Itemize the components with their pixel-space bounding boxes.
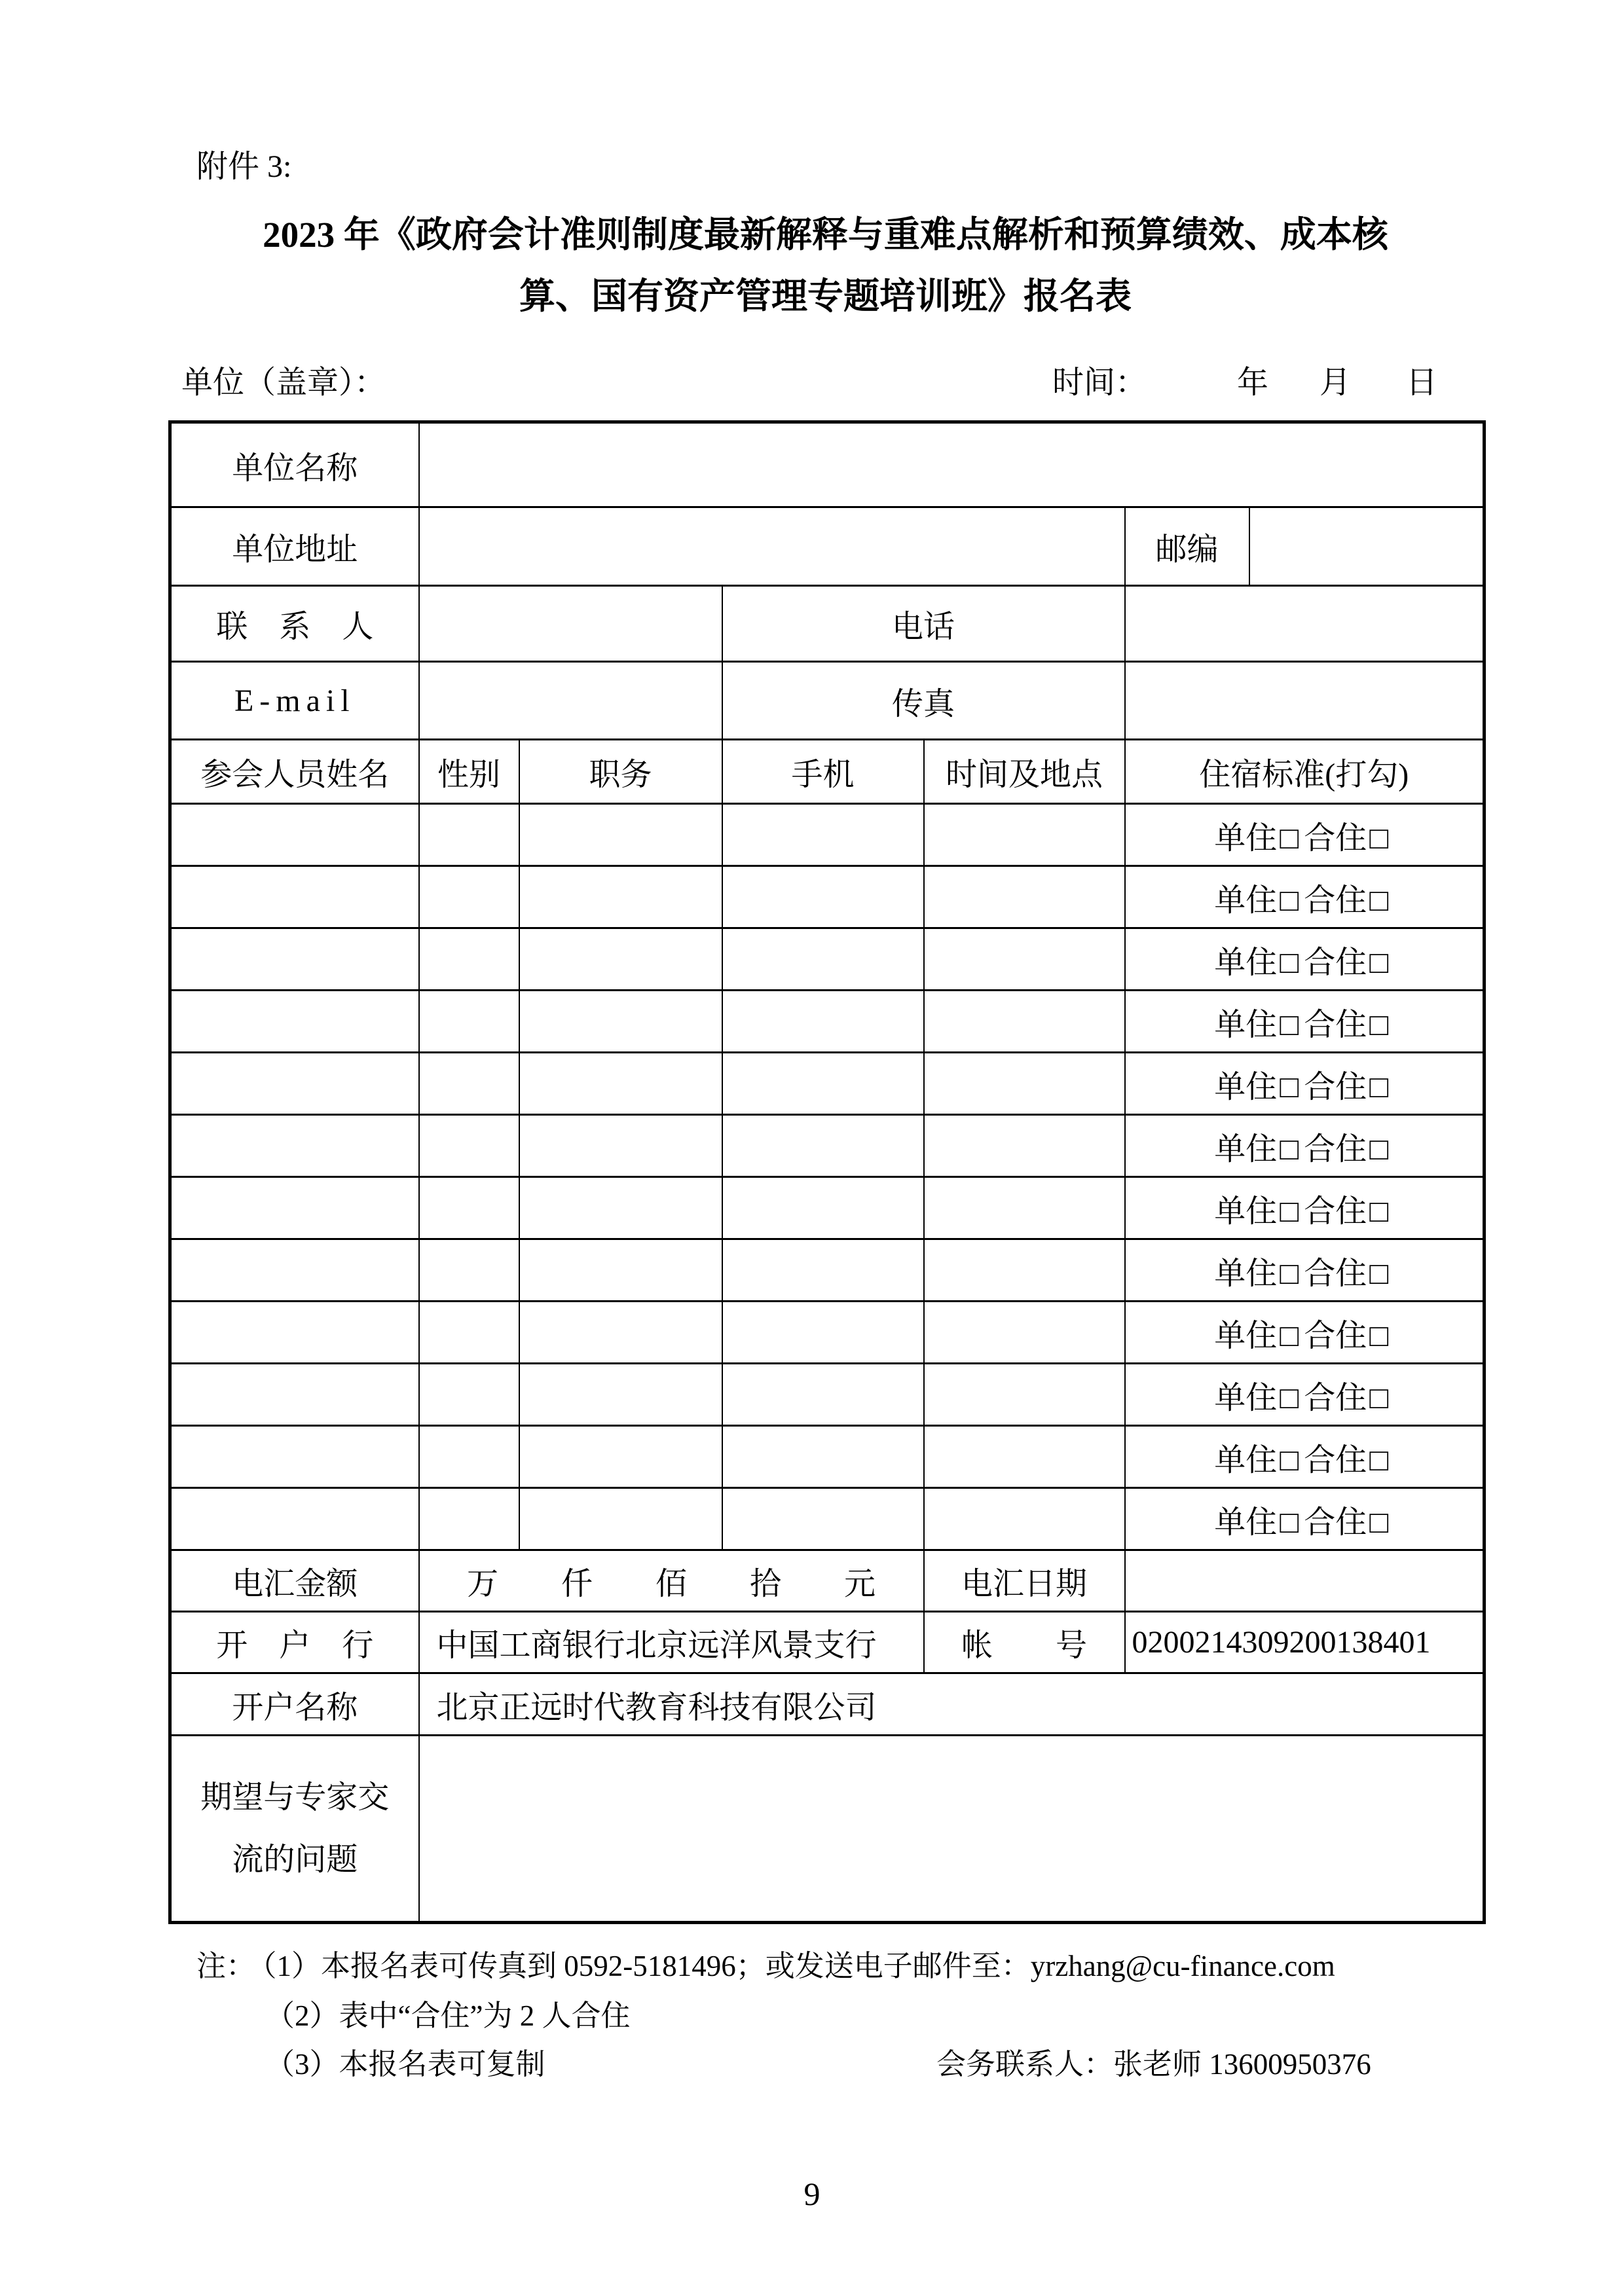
shared-room-checkbox[interactable]: □ bbox=[1369, 1318, 1389, 1353]
shared-room-checkbox[interactable]: □ bbox=[1369, 883, 1389, 918]
participant-name-input[interactable] bbox=[170, 991, 419, 1053]
shared-room-label: 合住 bbox=[1304, 1504, 1367, 1540]
participant-position-input[interactable] bbox=[519, 1488, 722, 1550]
participant-position-input[interactable] bbox=[519, 804, 722, 866]
participant-position-input[interactable] bbox=[519, 1053, 722, 1115]
shared-room-label: 合住 bbox=[1304, 1069, 1367, 1104]
page-title-line-1: 2023 年《政府会计准则制度最新解释与重难点解析和预算绩效、成本核 bbox=[263, 215, 1388, 255]
accommodation-cell bbox=[1125, 1488, 1485, 1550]
participant-mobile-input[interactable] bbox=[722, 866, 924, 928]
participant-mobile-input[interactable] bbox=[722, 1053, 924, 1115]
shared-room-label: 合住 bbox=[1304, 1318, 1367, 1353]
shared-room-checkbox[interactable]: □ bbox=[1369, 820, 1389, 856]
participant-time-place-input[interactable] bbox=[924, 1302, 1125, 1364]
shared-room-checkbox[interactable]: □ bbox=[1369, 1256, 1389, 1291]
single-room-checkbox[interactable]: □ bbox=[1280, 1131, 1299, 1167]
unit-name-row bbox=[170, 422, 1485, 507]
accommodation-cell bbox=[1125, 1053, 1485, 1115]
participant-gender-input[interactable] bbox=[419, 804, 519, 866]
unit-name-input[interactable] bbox=[419, 422, 1485, 507]
single-room-label: 单住 bbox=[1214, 820, 1278, 856]
phone-label: 电话 bbox=[722, 586, 1125, 662]
participant-row bbox=[170, 928, 1485, 991]
participant-row bbox=[170, 1177, 1485, 1239]
page-number: 9 bbox=[803, 2176, 821, 2212]
participant-time-place-header: 时间及地点 bbox=[924, 740, 1125, 804]
participant-gender-input[interactable] bbox=[419, 1302, 519, 1364]
participant-name-input[interactable] bbox=[170, 804, 419, 866]
shared-room-checkbox[interactable]: □ bbox=[1369, 1007, 1389, 1042]
accommodation-cell bbox=[1125, 928, 1485, 991]
participant-gender-input[interactable] bbox=[419, 991, 519, 1053]
participants-header-row bbox=[170, 740, 1485, 804]
shared-room-label: 合住 bbox=[1304, 1380, 1367, 1415]
participant-name-input[interactable] bbox=[170, 1053, 419, 1115]
participant-time-place-input[interactable] bbox=[924, 804, 1125, 866]
note-1-text: （1）本报名表可传真到 0592-5181496；或发送电子邮件至：yrzhang@cu-finance.com bbox=[262, 1950, 1335, 1982]
participant-gender-input[interactable] bbox=[419, 866, 519, 928]
account-name-label: 开户名称 bbox=[170, 1673, 419, 1736]
participant-gender-header: 性别 bbox=[419, 740, 519, 804]
single-room-checkbox[interactable]: □ bbox=[1280, 1069, 1299, 1104]
participant-position-input[interactable] bbox=[519, 991, 722, 1053]
participant-position-input[interactable] bbox=[519, 1364, 722, 1426]
participant-row bbox=[170, 1302, 1485, 1364]
single-room-label: 单住 bbox=[1214, 1069, 1278, 1104]
participant-time-place-input[interactable] bbox=[924, 991, 1125, 1053]
wire-amount-row bbox=[170, 1550, 1485, 1612]
email-input[interactable] bbox=[419, 662, 722, 740]
accommodation-cell bbox=[1125, 804, 1485, 866]
fax-input[interactable] bbox=[1125, 662, 1485, 740]
postcode-label: 邮编 bbox=[1125, 507, 1249, 586]
shared-room-label: 合住 bbox=[1304, 1007, 1367, 1042]
participant-name-input[interactable] bbox=[170, 1302, 419, 1364]
participant-row bbox=[170, 1115, 1485, 1177]
unit-address-row bbox=[170, 507, 1485, 586]
single-room-checkbox[interactable]: □ bbox=[1280, 1442, 1299, 1478]
single-room-label: 单住 bbox=[1214, 1442, 1278, 1478]
shared-room-checkbox[interactable]: □ bbox=[1369, 1504, 1389, 1540]
shared-room-label: 合住 bbox=[1304, 820, 1367, 856]
time-group bbox=[1052, 357, 1437, 402]
shared-room-label: 合住 bbox=[1304, 1256, 1367, 1291]
unit-address-input[interactable] bbox=[419, 507, 1125, 586]
participant-gender-input[interactable] bbox=[419, 928, 519, 991]
note-line-3 bbox=[265, 2040, 1483, 2083]
single-room-checkbox[interactable]: □ bbox=[1280, 1380, 1299, 1415]
email-row bbox=[170, 662, 1485, 740]
account-name-row bbox=[170, 1673, 1485, 1736]
single-room-checkbox[interactable]: □ bbox=[1280, 1194, 1299, 1229]
single-room-label: 单住 bbox=[1214, 883, 1278, 918]
bank-label: 开 户 行 bbox=[170, 1612, 419, 1673]
participant-position-header: 职务 bbox=[519, 740, 722, 804]
note-3-text: （3）本报名表可复制 bbox=[265, 2048, 545, 2081]
expectations-input[interactable] bbox=[419, 1736, 1485, 1923]
participant-mobile-input[interactable] bbox=[722, 1115, 924, 1177]
single-room-checkbox[interactable]: □ bbox=[1280, 945, 1299, 980]
wire-date-label: 电汇日期 bbox=[924, 1550, 1125, 1612]
contact-input[interactable] bbox=[419, 586, 722, 662]
participant-time-place-input[interactable] bbox=[924, 1364, 1125, 1426]
participant-position-input[interactable] bbox=[519, 928, 722, 991]
participant-row bbox=[170, 804, 1485, 866]
account-label: 帐 号 bbox=[924, 1612, 1125, 1673]
participant-mobile-header: 手机 bbox=[722, 740, 924, 804]
participant-position-input[interactable] bbox=[519, 1115, 722, 1177]
page-title-line-2: 算、国有资产管理专题培训班》报名表 bbox=[519, 276, 1132, 316]
accommodation-cell bbox=[1125, 1115, 1485, 1177]
registration-table bbox=[168, 420, 1486, 1924]
shared-room-checkbox[interactable]: □ bbox=[1369, 1194, 1389, 1229]
participant-gender-input[interactable] bbox=[419, 1364, 519, 1426]
accommodation-cell bbox=[1125, 1364, 1485, 1426]
accommodation-cell bbox=[1125, 866, 1485, 928]
expectations-label-line-2: 流的问题 bbox=[232, 1842, 358, 1877]
account-name-value: 北京正远时代教育科技有限公司 bbox=[419, 1673, 1485, 1736]
participant-name-input[interactable] bbox=[170, 1426, 419, 1488]
single-room-label: 单住 bbox=[1214, 1194, 1278, 1229]
participant-mobile-input[interactable] bbox=[722, 928, 924, 991]
participant-time-place-input[interactable] bbox=[924, 1053, 1125, 1115]
expectations-label-line-1: 期望与专家交 bbox=[200, 1780, 390, 1815]
participant-mobile-input[interactable] bbox=[722, 1239, 924, 1302]
participant-name-input[interactable] bbox=[170, 1115, 419, 1177]
attachment-label: 附件 3: bbox=[196, 149, 292, 184]
participant-mobile-input[interactable] bbox=[722, 1426, 924, 1488]
participant-name-input[interactable] bbox=[170, 928, 419, 991]
email-label: E-mail bbox=[170, 662, 419, 740]
shared-room-label: 合住 bbox=[1304, 883, 1367, 918]
participant-gender-input[interactable] bbox=[419, 1488, 519, 1550]
participant-position-input[interactable] bbox=[519, 1177, 722, 1239]
participant-row bbox=[170, 1053, 1485, 1115]
participant-name-input[interactable] bbox=[170, 1488, 419, 1550]
unit-address-label: 单位地址 bbox=[170, 507, 419, 586]
participant-position-input[interactable] bbox=[519, 1426, 722, 1488]
meeting-contact: 会务联系人：张老师 13600950376 bbox=[936, 2048, 1371, 2081]
wire-date-input[interactable] bbox=[1125, 1550, 1485, 1612]
note-line-1 bbox=[196, 1942, 1335, 1984]
accommodation-header: 住宿标准(打勾) bbox=[1125, 740, 1485, 804]
note-prefix: 注： bbox=[196, 1950, 256, 1982]
participant-time-place-input[interactable] bbox=[924, 1177, 1125, 1239]
account-number-value: 0200214309200138401 bbox=[1125, 1612, 1485, 1673]
single-room-checkbox[interactable]: □ bbox=[1280, 1504, 1299, 1540]
single-room-label: 单住 bbox=[1214, 1504, 1278, 1540]
participant-row bbox=[170, 1364, 1485, 1426]
bank-name-value: 中国工商银行北京远洋风景支行 bbox=[419, 1612, 924, 1673]
single-room-checkbox[interactable]: □ bbox=[1280, 1007, 1299, 1042]
participant-gender-input[interactable] bbox=[419, 1115, 519, 1177]
phone-input[interactable] bbox=[1125, 586, 1485, 662]
bank-row bbox=[170, 1612, 1485, 1673]
day-label: 日 bbox=[1406, 365, 1438, 400]
participant-name-input[interactable] bbox=[170, 1239, 419, 1302]
participant-mobile-input[interactable] bbox=[722, 1488, 924, 1550]
shared-room-label: 合住 bbox=[1304, 1442, 1367, 1478]
participant-gender-input[interactable] bbox=[419, 1239, 519, 1302]
unit-seal-label: 单位（盖章）： bbox=[181, 365, 386, 400]
shared-room-label: 合住 bbox=[1304, 1194, 1367, 1229]
participant-mobile-input[interactable] bbox=[722, 804, 924, 866]
participant-mobile-input[interactable] bbox=[722, 1364, 924, 1426]
participant-row bbox=[170, 1239, 1485, 1302]
time-label: 时间： bbox=[1052, 365, 1147, 400]
participant-name-header: 参会人员姓名 bbox=[170, 740, 419, 804]
participant-time-place-input[interactable] bbox=[924, 1239, 1125, 1302]
participant-name-input[interactable] bbox=[170, 1177, 419, 1239]
single-room-checkbox[interactable]: □ bbox=[1280, 883, 1299, 918]
participant-time-place-input[interactable] bbox=[924, 866, 1125, 928]
single-room-checkbox[interactable]: □ bbox=[1280, 820, 1299, 856]
participant-row bbox=[170, 1426, 1485, 1488]
accommodation-cell bbox=[1125, 1177, 1485, 1239]
year-label: 年 bbox=[1237, 365, 1269, 400]
participant-gender-input[interactable] bbox=[419, 1053, 519, 1115]
participant-mobile-input[interactable] bbox=[722, 991, 924, 1053]
single-room-label: 单住 bbox=[1214, 1380, 1278, 1415]
accommodation-cell bbox=[1125, 991, 1485, 1053]
contact-row bbox=[170, 586, 1485, 662]
participant-row bbox=[170, 866, 1485, 928]
expectations-row bbox=[170, 1736, 1485, 1923]
participant-time-place-input[interactable] bbox=[924, 1115, 1125, 1177]
postcode-input[interactable] bbox=[1249, 507, 1485, 586]
page-title bbox=[168, 204, 1483, 327]
participant-name-input[interactable] bbox=[170, 866, 419, 928]
participant-mobile-input[interactable] bbox=[722, 1302, 924, 1364]
unit-name-label: 单位名称 bbox=[170, 422, 419, 507]
wire-amount-label: 电汇金额 bbox=[170, 1550, 419, 1612]
participant-mobile-input[interactable] bbox=[722, 1177, 924, 1239]
shared-room-checkbox[interactable]: □ bbox=[1369, 1069, 1389, 1104]
participant-gender-input[interactable] bbox=[419, 1177, 519, 1239]
accommodation-cell bbox=[1125, 1302, 1485, 1364]
participant-time-place-input[interactable] bbox=[924, 928, 1125, 991]
shared-room-label: 合住 bbox=[1304, 945, 1367, 980]
wire-amount-units-cell[interactable]: 万 仟 佰 拾 元 bbox=[419, 1550, 924, 1612]
shared-room-checkbox[interactable]: □ bbox=[1369, 1380, 1389, 1415]
shared-room-label: 合住 bbox=[1304, 1131, 1367, 1167]
participant-time-place-input[interactable] bbox=[924, 1426, 1125, 1488]
participant-name-input[interactable] bbox=[170, 1364, 419, 1426]
shared-room-checkbox[interactable]: □ bbox=[1369, 1131, 1389, 1167]
single-room-label: 单住 bbox=[1214, 1131, 1278, 1167]
shared-room-checkbox[interactable]: □ bbox=[1369, 945, 1389, 980]
accommodation-cell bbox=[1125, 1239, 1485, 1302]
single-room-checkbox[interactable]: □ bbox=[1280, 1256, 1299, 1291]
single-room-label: 单住 bbox=[1214, 1256, 1278, 1291]
expectations-label bbox=[170, 1736, 419, 1923]
participant-time-place-input[interactable] bbox=[924, 1488, 1125, 1550]
participant-gender-input[interactable] bbox=[419, 1426, 519, 1488]
seal-time-line bbox=[181, 357, 1483, 399]
month-label: 月 bbox=[1320, 365, 1352, 400]
participant-row bbox=[170, 1488, 1485, 1550]
single-room-label: 单住 bbox=[1214, 1318, 1278, 1353]
shared-room-checkbox[interactable]: □ bbox=[1369, 1442, 1389, 1478]
single-room-label: 单住 bbox=[1214, 945, 1278, 980]
single-room-label: 单住 bbox=[1214, 1007, 1278, 1042]
contact-label: 联 系 人 bbox=[170, 586, 419, 662]
accommodation-cell bbox=[1125, 1426, 1485, 1488]
participant-position-input[interactable] bbox=[519, 1302, 722, 1364]
note-line-2: （2）表中“合住”为 2 人合住 bbox=[265, 1999, 631, 2032]
participant-row bbox=[170, 991, 1485, 1053]
participant-position-input[interactable] bbox=[519, 866, 722, 928]
participant-position-input[interactable] bbox=[519, 1239, 722, 1302]
fax-label: 传真 bbox=[722, 662, 1125, 740]
single-room-checkbox[interactable]: □ bbox=[1280, 1318, 1299, 1353]
